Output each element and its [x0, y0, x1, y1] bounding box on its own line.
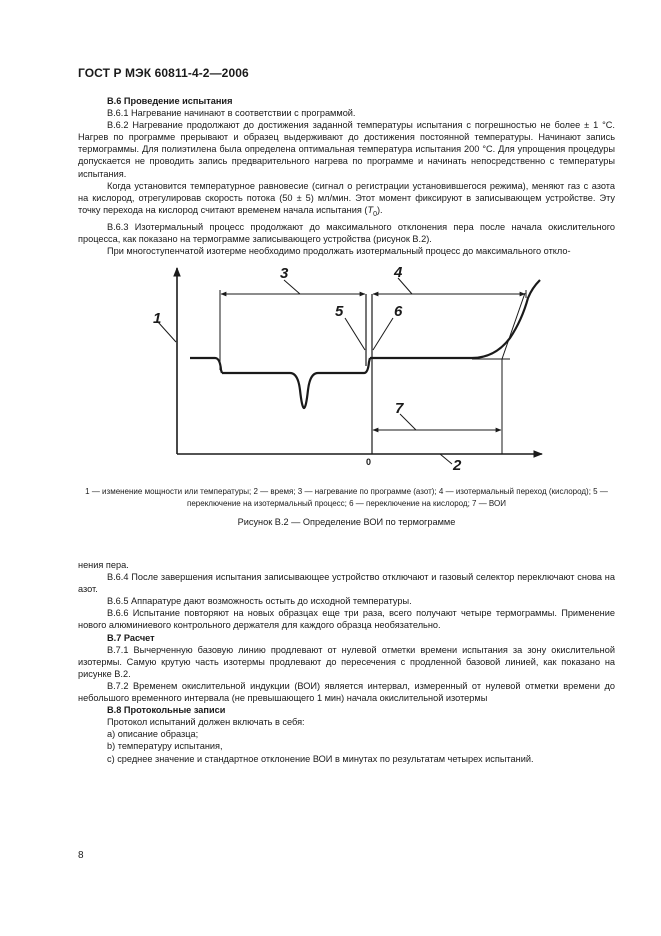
section-b7-heading: В.7 Расчет [107, 632, 155, 643]
figure-label-2: 2 [453, 457, 462, 472]
leader-3 [284, 280, 300, 294]
list-item-b: b) температуру испытания, [107, 741, 223, 752]
paragraph-b6-2-end: ). [376, 204, 383, 215]
paragraph-b6-4: В.6.4 После завершения испытания записывающее устройство отключают и газовый селектор переключают снова на азот. [78, 572, 615, 595]
leader-5 [345, 318, 365, 350]
heating-curve [222, 358, 370, 408]
paragraph-b8-intro: Протокол испытаний должен включать в себя: [107, 717, 305, 728]
origin-label: 0 [366, 457, 372, 467]
list-item-c: c) среднее значение и стандартное отклонение ВОИ в минутах по результатам четырех испытаний. [107, 753, 534, 764]
var-sub: 0 [373, 210, 377, 218]
list-item-a: a) описание образца; [107, 729, 199, 740]
var-t: T [367, 204, 374, 215]
figure-label-4: 4 [394, 264, 403, 281]
page-number: 8 [78, 850, 84, 861]
paragraph-b6-6: В.6.6 Испытание повторяют на новых образцах еще три раза, всего получают четыре термограммы. Применение нового алюминиевого контрольного держателя для каждого образца необязательно. [78, 608, 615, 631]
figure-title: Рисунок В.2 — Определение ВОИ по термограмме [237, 517, 456, 527]
leader-2 [440, 454, 452, 464]
tangent-line [502, 293, 525, 359]
section-b6 [78, 95, 615, 257]
section-b6-heading: В.6 Проведение испытания [107, 96, 233, 106]
baseline-start [190, 358, 222, 373]
figure-label-5: 5 [335, 303, 344, 320]
paragraph-b7-2: В.7.2 Временем окислительной индукции (ВОИ) является интервал, измеренный от нулевой отметки времени до небольшого временного интервала (не превышающего 1 мин) начала окислительной изотермы [78, 680, 615, 704]
paragraph-b6-2-cont [78, 180, 615, 221]
thermogram-figure [150, 258, 550, 472]
paragraph-b6-1: В.6.1 Нагревание начинают в соответствии с программой. [107, 108, 356, 119]
paragraph-b6-2: В.6.2 Нагревание продолжают до достижения заданной температуры испытания с погрешностью не более ± 1 °С. Нагрев по программе прерывают и образец выдерживают до достижения постоянной температуры. Начинают запись термограммы. Для полиэтилена была определена оптимальная температура испытания 200 °С. Для упрощения процедуры допускается не проводить запись предварительного нагрева по программе и начинать непосредственно с температуры испытания. [78, 120, 615, 179]
paragraph-b6-2-text: Когда установится температурное равновесие (сигнал о регистрации установившегося режима), меняют газ с азота на кислород, отрегулировав скорость потока (50 ± 5) мл/мин. Этот момент фиксируют в записывающем устройстве. Эту точку перехода на кислород считают временем начала испытания ( [78, 180, 615, 215]
figure-caption: 1 — изменение мощности или температуры; 2 — время; 3 — нагревание по программе (азот); 4 — изотермальный переход (кислород); 5 — переключение на изотермальный процесс; 6 — переключение на кислород; 7 — ВОИ [85, 487, 608, 508]
figure-label-6: 6 [394, 303, 403, 320]
paragraph-b6-3: В.6.3 Изотермальный процесс продолжают до максимального отклонения пера после начала окислительного процесса, как показано на термограмме записывающего устройства (рисунок В.2). [78, 221, 615, 244]
section-b8-heading: В.8 Протокольные записи [107, 705, 226, 716]
figure-label-3: 3 [280, 265, 289, 282]
section-b6-continued [78, 559, 615, 765]
paragraph-b6-5: В.6.5 Аппаратуре дают возможность остыть до исходной температуры. [107, 596, 412, 607]
leader-6 [373, 318, 393, 350]
paragraph-b6-cont: нения пера. [78, 560, 129, 570]
figure-label-7: 7 [395, 400, 404, 417]
page-header: ГОСТ Р МЭК 60811-4-2—2006 [78, 66, 249, 80]
paragraph-b6-3-cont: При многоступенчатой изотерме необходимо продолжать изотермальный процесс до максимального откло- [107, 245, 571, 256]
paragraph-b7-1: В.7.1 Вычерченную базовую линию продлевают от нулевой отметки времени испытания за зону окислительной изотермы. Самую крутую часть изотермы продлевают до пересечения с продленной базовой линией, как показано на рисунке В.2. [78, 644, 615, 679]
figure-label-1: 1 [153, 310, 162, 327]
